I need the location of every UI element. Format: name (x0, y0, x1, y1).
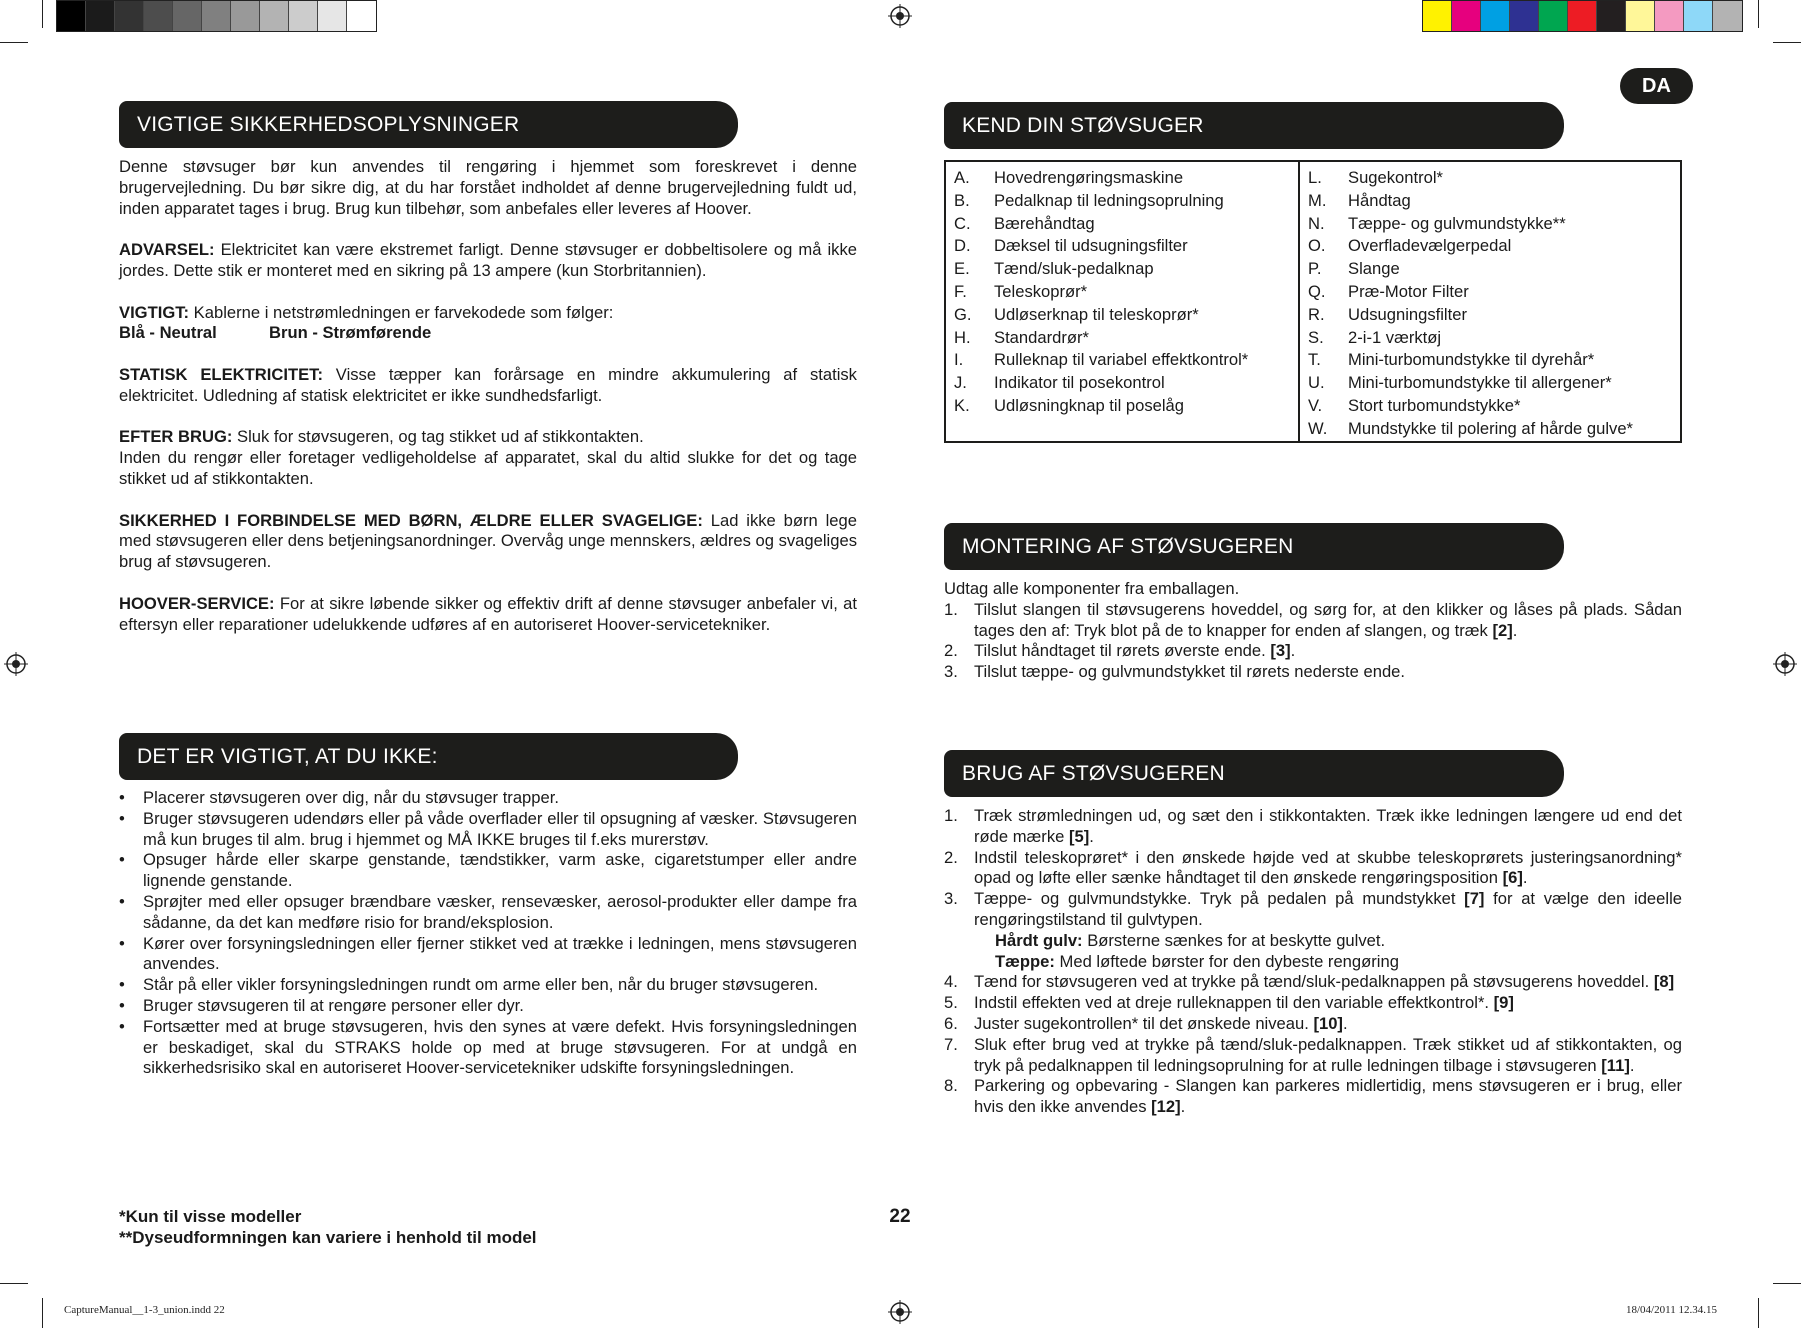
usage-section (944, 806, 1682, 1118)
carpet-label: Tæppe: (995, 951, 1055, 971)
swatch (1597, 1, 1626, 31)
assembly-intro: Udtag alle komponenter fra emballagen. (944, 579, 1240, 598)
crop-mark (1758, 1298, 1759, 1328)
part-key: G. (954, 304, 972, 324)
figure-ref: [3] (1270, 641, 1291, 661)
floor-mode-hard (974, 931, 1682, 952)
part-label: Præ-Motor Filter (1348, 281, 1469, 301)
registration-mark-icon (1773, 652, 1797, 676)
part-label: Udløsningknap til poselåg (994, 395, 1185, 415)
part-row (1308, 167, 1672, 190)
swatch (231, 1, 260, 31)
step-number: 1. (944, 599, 958, 619)
page-number: 22 (889, 1206, 911, 1227)
step (944, 806, 1682, 848)
part-key: D. (954, 236, 971, 256)
step-number: 3. (944, 889, 958, 909)
parts-column-left (946, 162, 1300, 441)
part-row (1308, 327, 1672, 350)
step-number: 3. (944, 662, 958, 682)
list-item: • Fortsætter med at bruge støvsugeren, hvis den synes at være defekt. Hvis forsyningsledningen er beskadiget, skal du STRAKS holde op med at bruge støvsugeren. For at undgå en sikkerhedsrisiko skal en autoriseret Hoover-servicetekniker udskifte forsyningsledningen. (119, 1017, 857, 1079)
footnote: *Kun til visse modeller (119, 1207, 302, 1226)
figure-ref: [2] (1492, 620, 1513, 640)
part-label: Stort turbomundstykke* (1348, 395, 1521, 415)
part-label: 2-i-1 værktøj (1348, 327, 1442, 347)
part-key: L. (1308, 168, 1322, 187)
list-item: • Kører over forsyningsledningen eller fjerner stikket ved at trække i ledningen, mens støvsugeren anvendes. (119, 934, 857, 976)
part-label: Teleskoprør* (994, 281, 1088, 301)
part-row (954, 190, 1290, 213)
part-key: Q. (1308, 281, 1326, 301)
usage-steps (944, 806, 1682, 1118)
step-number: 2. (944, 847, 958, 867)
list-item: • Sprøjter med eller opsuger brændbare væsker, rensevæsker, aerosol-produkter eller dampe fra sådanne, da det kan medføre risio for brand/eksplosion. (119, 892, 857, 934)
wire-blue: Blå - Neutral (119, 323, 217, 343)
step (944, 1014, 1682, 1035)
part-label: Udløserknap til teleskoprør* (994, 304, 1199, 324)
part-label: Håndtag (1348, 190, 1411, 210)
part-label: Dæksel til udsugningsfilter (994, 236, 1188, 256)
step (944, 641, 1682, 662)
service-label: HOOVER-SERVICE: (119, 593, 275, 613)
figure-ref: [10] (1313, 1013, 1343, 1033)
step-number: 5. (944, 993, 958, 1013)
usage-header (944, 750, 1564, 797)
step (944, 600, 1682, 642)
safety-section (119, 157, 857, 635)
registration-mark-icon (888, 4, 912, 28)
service-text: For at sikre løbende sikker og effektiv drift af denne støvsuger anbefaler vi, at eftersyn eller reparationer udelukkende udføres af en autoriseret Hoover-servicetekniker. (119, 593, 857, 634)
step-text: Tilslut håndtaget til rørets øverste ende. [3]. (974, 641, 1296, 661)
swatch (173, 1, 202, 31)
swatch (347, 1, 376, 31)
swatch (1713, 1, 1742, 31)
part-label: Sugekontrol* (1348, 168, 1444, 187)
part-row (954, 372, 1290, 395)
parts-column-right (1300, 162, 1680, 441)
after-use-label: EFTER BRUG: (119, 427, 233, 447)
part-label: Mundstykke til polering af hårde gulve* (1348, 418, 1634, 438)
part-row (1308, 304, 1672, 327)
figure-ref: [5] (1068, 826, 1090, 846)
step-number: 1. (944, 806, 958, 825)
warning-text: Elektricitet kan være ekstremet farligt. Denne støvsuger er dobbeltisolere og må ikke jordes. Dette stik er monteret med en sikring på 13 ampere (kun Storbritannien). (119, 240, 857, 280)
swatch (1684, 1, 1713, 31)
assembly-section (944, 579, 1682, 683)
swatch (115, 1, 144, 31)
safety-title: VIGTIGE SIKKERHEDSOPLYSNINGER (137, 113, 520, 136)
part-row (1308, 235, 1672, 258)
warning-label: ADVARSEL: (119, 240, 215, 260)
step-text: Sluk efter brug ved at trykke på tænd/sluk-pedalknappen. Træk stikket ud af stikkontakten, og tryk på pedalknappen til ledningsoprulning for at rulle ledningen tilbage i støvsugeren [11]. (974, 1034, 1682, 1075)
part-key: A. (954, 168, 970, 187)
part-row (954, 327, 1290, 350)
part-key: J. (954, 373, 967, 393)
slug-timestamp: 18/04/2011 12.34.15 (1626, 1304, 1717, 1316)
swatch (1539, 1, 1568, 31)
wire-brown: Brun - Strømførende (269, 323, 432, 343)
list-item: • Bruger støvsugeren udendørs eller på våde overflader eller til opsugning af væsker. Støvsugeren må kun bruges til alm. brug i hjemmet og MÅ IKKE bruges til f.eks murerstøv. (119, 809, 857, 851)
swatch (1423, 1, 1452, 31)
swatch (1626, 1, 1655, 31)
important-text: Kablerne i netstrømledningen er farvekodede som følger: (189, 302, 614, 322)
important-paragraph (119, 303, 857, 345)
know-title: KEND DIN STØVSUGER (962, 114, 1204, 137)
part-row (1308, 395, 1672, 418)
after-use-text: Sluk for støvsugeren, og tag stikket ud af stikkontakten. (232, 427, 644, 447)
swatch (260, 1, 289, 31)
step-text: Juster sugekontrollen* til det ønskede niveau. [10]. (974, 1013, 1348, 1033)
dont-section (119, 788, 857, 1079)
part-label: Rulleknap til variabel effektkontrol* (994, 350, 1249, 370)
assembly-header (944, 523, 1564, 570)
part-key: E. (954, 259, 970, 279)
safety-intro: Denne støvsuger bør kun anvendes til rengøring i hjemmet som foreskrevet i denne brugervejledning. Du bør sikre dig, at du har forstået indholdet af denne brugervejledning fuldt ud, inden apparatet tages i brug. Brug kun tilbehør, som anbefales eller leveres af Hoover. (119, 157, 857, 218)
part-row (1308, 349, 1672, 372)
step-number: 8. (944, 1076, 958, 1096)
step-number: 4. (944, 972, 958, 992)
footnotes (119, 1206, 537, 1248)
part-row (954, 304, 1290, 327)
part-key: R. (1308, 304, 1325, 324)
swatch (289, 1, 318, 31)
part-label: Pedalknap til ledningsoprulning (994, 190, 1224, 210)
swatch (86, 1, 115, 31)
know-header (944, 102, 1564, 149)
process-color-bar (1422, 0, 1743, 32)
children-label: SIKKERHED I FORBINDELSE MED BØRN, ÆLDRE ELLER SVAGELIGE: (119, 510, 703, 530)
service-paragraph (119, 594, 857, 636)
registration-mark-icon (888, 1300, 912, 1324)
assembly-steps (944, 600, 1682, 683)
part-row (954, 281, 1290, 304)
part-row (1308, 418, 1672, 441)
swatch (57, 1, 86, 31)
hard-floor-label: Hårdt gulv: (995, 930, 1083, 950)
registration-mark-icon (4, 652, 28, 676)
step (944, 972, 1682, 993)
gray-color-bar (56, 0, 377, 32)
static-paragraph (119, 365, 857, 407)
swatch (1655, 1, 1684, 31)
figure-ref: [6] (1502, 868, 1523, 888)
step-number: 7. (944, 1034, 958, 1054)
crop-mark (1758, 0, 1759, 28)
step-text: Tænd for støvsugeren ved at trykke på tænd/sluk-pedalknappen på støvsugerens hoveddel. [8] (974, 972, 1675, 992)
part-row (1308, 372, 1672, 395)
step (944, 889, 1682, 972)
footnote: **Dyseudformningen kan variere i henhold til model (119, 1228, 537, 1247)
swatch (1510, 1, 1539, 31)
part-key: B. (954, 190, 970, 210)
floor-mode-carpet (974, 952, 1682, 973)
step-text: Indstil teleskoprøret* i den ønskede højde ved at skubbe teleskoprørets justeringsanordning* opad og løfte eller sænke håndtaget til den ønskede rengøringsposition [6]. (974, 847, 1682, 888)
figure-ref: [12] (1151, 1097, 1181, 1117)
list-item: • Placerer støvsugeren over dig, når du støvsuger trapper. (119, 788, 857, 809)
step-text: Tilslut tæppe- og gulvmundstykket til rørets nederste ende. (974, 662, 1406, 682)
part-key: K. (954, 395, 970, 415)
part-label: Hovedrengøringsmaskine (994, 168, 1184, 187)
list-item: • Bruger støvsugeren til at rengøre personer eller dyr. (119, 996, 857, 1017)
step (944, 1076, 1682, 1118)
step-text: Indstil effekten ved at dreje rulleknappen til den variable effektkontrol*. [9] (974, 993, 1514, 1013)
crop-mark (1773, 42, 1801, 43)
figure-ref: [8] (1653, 972, 1675, 992)
list-item: • Opsuger hårde eller skarpe genstande, tændstikker, varm aske, cigaretstumper eller andre lignende genstande. (119, 850, 857, 892)
swatch (202, 1, 231, 31)
crop-mark (1773, 1283, 1801, 1284)
part-label: Slange (1348, 259, 1400, 279)
part-key: M. (1308, 190, 1327, 210)
language-badge: DA (1620, 68, 1693, 104)
swatch (1568, 1, 1597, 31)
dont-header (119, 733, 738, 780)
dont-title: DET ER VIGTIGT, AT DU IKKE: (137, 745, 438, 768)
part-label: Mini-turbomundstykke til allergener* (1348, 373, 1612, 393)
part-label: Tænd/sluk-pedalknap (994, 259, 1154, 279)
carpet-text: Med løftede børster for den dybeste rengøring (1054, 951, 1399, 971)
safety-header (119, 101, 738, 148)
step-text: Tæppe- og gulvmundstykke. Tryk på pedalen på mundstykket [7] for at vælge den ideelle rengøringstilstand til gulvtypen. Hårdt gulv: Børsterne sænkes for at beskytte gulvet. Tæppe: Med løftede børster for den dybeste rengøring (974, 889, 1682, 971)
part-key: N. (1308, 213, 1325, 233)
swatch (318, 1, 347, 31)
part-row (954, 258, 1290, 281)
swatch (144, 1, 173, 31)
list-item: • Står på eller vikler forsyningsledningen rundt om arme eller ben, når du bruger støvsugeren. (119, 975, 857, 996)
step (944, 1035, 1682, 1077)
step-number: 6. (944, 1013, 958, 1033)
swatch (1481, 1, 1510, 31)
crop-mark (42, 0, 43, 28)
static-text: Visse tæpper kan forårsage en mindre akkumulering af statisk elektricitet. Udledning af statisk elektricitet er ikke sundhedsfarligt. (119, 364, 857, 405)
crop-mark (42, 1298, 43, 1328)
dont-list (119, 788, 857, 1079)
part-row (954, 235, 1290, 258)
part-row (1308, 258, 1672, 281)
part-label: Standardrør* (994, 327, 1089, 347)
part-row (1308, 190, 1672, 213)
important-label: VIGTIGT: (119, 302, 190, 322)
crop-mark (0, 42, 28, 43)
after-use-text-2: Inden du rengør eller foretager vedligeholdelse af apparatet, skal du altid slukke for det og tage stikket ud af stikkontakten. (119, 448, 857, 488)
children-paragraph (119, 511, 857, 573)
part-label: Indikator til posekontrol (994, 373, 1165, 393)
step (944, 662, 1682, 683)
part-label: Mini-turbomundstykke til dyrehår* (1348, 350, 1595, 370)
step-text: Tilslut slangen til støvsugerens hoveddel, og sørg for, at den klikker og låses på plads. Sådan tages den af: Tryk blot på de to knapper for enden af slangen, og træk [2]. (974, 599, 1682, 640)
wire-color-codes (119, 323, 857, 344)
part-row (954, 167, 1290, 190)
parts-table (944, 160, 1682, 443)
part-row (1308, 281, 1672, 304)
part-key: F. (954, 281, 967, 301)
part-row (954, 213, 1290, 236)
part-key: H. (954, 327, 971, 347)
figure-ref: [11] (1601, 1055, 1630, 1075)
step-text: Træk strømledningen ud, og sæt den i stikkontakten. Træk ikke ledningen længere ud end det røde mærke [5]. (974, 806, 1682, 846)
step-text: Parkering og opbevaring - Slangen kan parkeres midlertidig, mens støvsugeren er i brug, eller hvis den ikke anvendes [12]. (974, 1076, 1682, 1117)
crop-mark (0, 1283, 28, 1284)
part-key: V. (1308, 395, 1323, 415)
warning-paragraph (119, 240, 857, 282)
step (944, 993, 1682, 1014)
figure-ref: [9] (1493, 993, 1514, 1013)
part-row (954, 349, 1290, 372)
after-use-paragraph (119, 427, 857, 489)
part-key: S. (1308, 327, 1324, 347)
slug-filename: CaptureManual__1-3_union.indd 22 (64, 1304, 225, 1316)
swatch (1452, 1, 1481, 31)
step-number: 2. (944, 641, 958, 661)
part-key: P. (1308, 259, 1322, 279)
part-row (954, 395, 1290, 418)
part-key: W. (1308, 418, 1328, 438)
figure-ref: [7] (1464, 889, 1485, 909)
part-label: Overfladevælgerpedal (1348, 236, 1512, 256)
part-key: T. (1308, 350, 1321, 370)
part-key: C. (954, 213, 971, 233)
hard-floor-text: Børsterne sænkes for at beskytte gulvet. (1082, 930, 1386, 950)
part-row (1308, 213, 1672, 236)
part-label: Bærehåndtag (994, 213, 1095, 233)
children-text: Lad ikke børn lege med støvsugeren eller dens betjeningsanordninger. Overvåg unge mennskers, ældres og svageliges brug af støvsugeren. (119, 510, 857, 572)
part-key: O. (1308, 236, 1326, 256)
part-key: U. (1308, 373, 1325, 393)
assembly-title: MONTERING AF STØVSUGEREN (962, 535, 1294, 558)
static-label: STATISK ELEKTRICITET: (119, 364, 323, 384)
usage-title: BRUG AF STØVSUGEREN (962, 762, 1225, 785)
step (944, 848, 1682, 890)
part-label: Udsugningsfilter (1348, 304, 1467, 324)
part-key: I. (954, 350, 964, 370)
part-label: Tæppe- og gulvmundstykke** (1348, 213, 1566, 233)
